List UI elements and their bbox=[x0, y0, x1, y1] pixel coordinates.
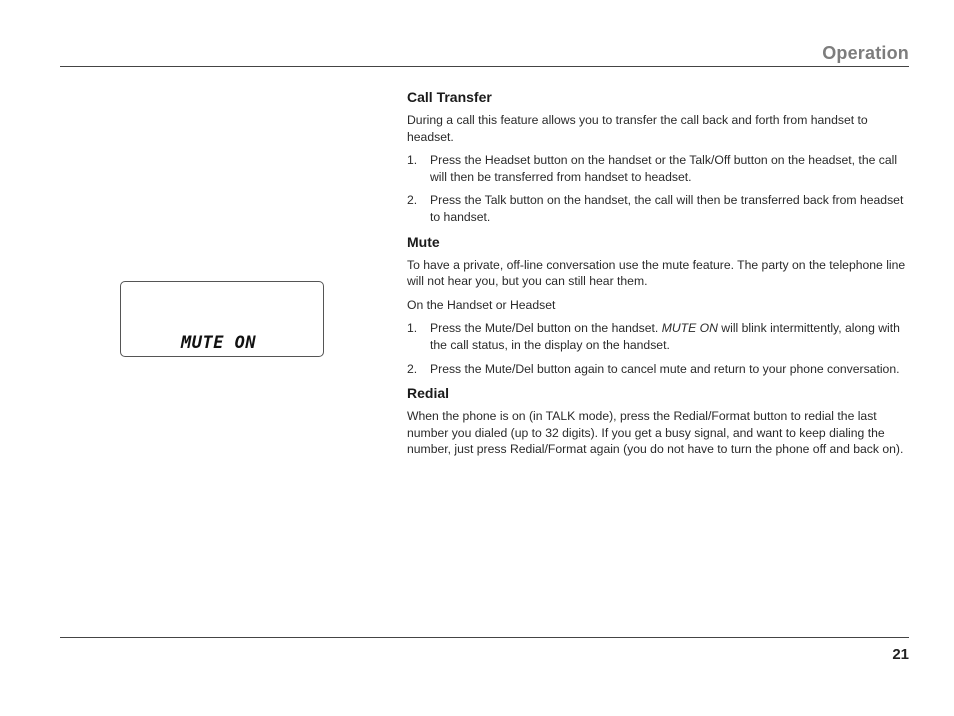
lcd-display-text: MUTE ON bbox=[181, 333, 257, 353]
step-text bbox=[430, 321, 900, 352]
step-text: Press the Headset button on the handset or the Talk/Off button on the headset, the call will then be transferred from handset to headset. bbox=[430, 153, 898, 184]
main-content bbox=[407, 88, 907, 465]
section-mute bbox=[407, 233, 907, 378]
page-section-title: Operation bbox=[822, 43, 909, 63]
mute-steps bbox=[407, 320, 907, 377]
mute-intro: To have a private, off-line conversation use the mute feature. The party on the telephone line will not hear you, but you can still hear them. bbox=[407, 257, 906, 289]
footer-divider bbox=[60, 637, 909, 638]
section-heading-redial: Redial bbox=[407, 385, 450, 402]
call-transfer-intro: During a call this feature allows you to transfer the call back and forth from handset to headset. bbox=[407, 113, 868, 144]
list-item bbox=[407, 361, 907, 378]
mute-subintro: On the Handset or Headset bbox=[407, 297, 556, 312]
list-item bbox=[407, 192, 907, 225]
section-heading-call-transfer: Call Transfer bbox=[407, 89, 492, 105]
lcd-display-illustration bbox=[120, 281, 324, 357]
step-text-before: Press the Mute/Del button on the handset. bbox=[430, 321, 662, 336]
step-number: 2. bbox=[407, 193, 418, 208]
step-number: 1. bbox=[407, 321, 418, 336]
list-item bbox=[407, 320, 907, 353]
step-text: Press the Talk button on the handset, the call will then be transferred back from headset to handset. bbox=[430, 193, 904, 224]
redial-body: When the phone is on (in TALK mode), press the Redial/Format button to redial the last number you dialed (up to 32 digits). If you get a busy signal, and want to keep dialing the number, just press Redial/Format again (you do not have to turn the phone off and back on). bbox=[407, 409, 904, 457]
step-number: 1. bbox=[407, 153, 418, 168]
call-transfer-steps bbox=[407, 152, 907, 225]
step-text-emphasis: MUTE ON bbox=[661, 321, 718, 336]
section-heading-mute: Mute bbox=[407, 233, 440, 250]
header-divider bbox=[60, 66, 909, 67]
step-text-after: will blink intermittently, along with the call status, in the display on the handset. bbox=[430, 321, 900, 352]
section-redial bbox=[407, 384, 907, 458]
step-number: 2. bbox=[407, 361, 418, 376]
list-item bbox=[407, 152, 907, 185]
section-call-transfer bbox=[407, 88, 907, 226]
step-text: Press the Mute/Del button again to cancel mute and return to your phone conversation. bbox=[430, 361, 900, 376]
page-number: 21 bbox=[892, 646, 909, 663]
